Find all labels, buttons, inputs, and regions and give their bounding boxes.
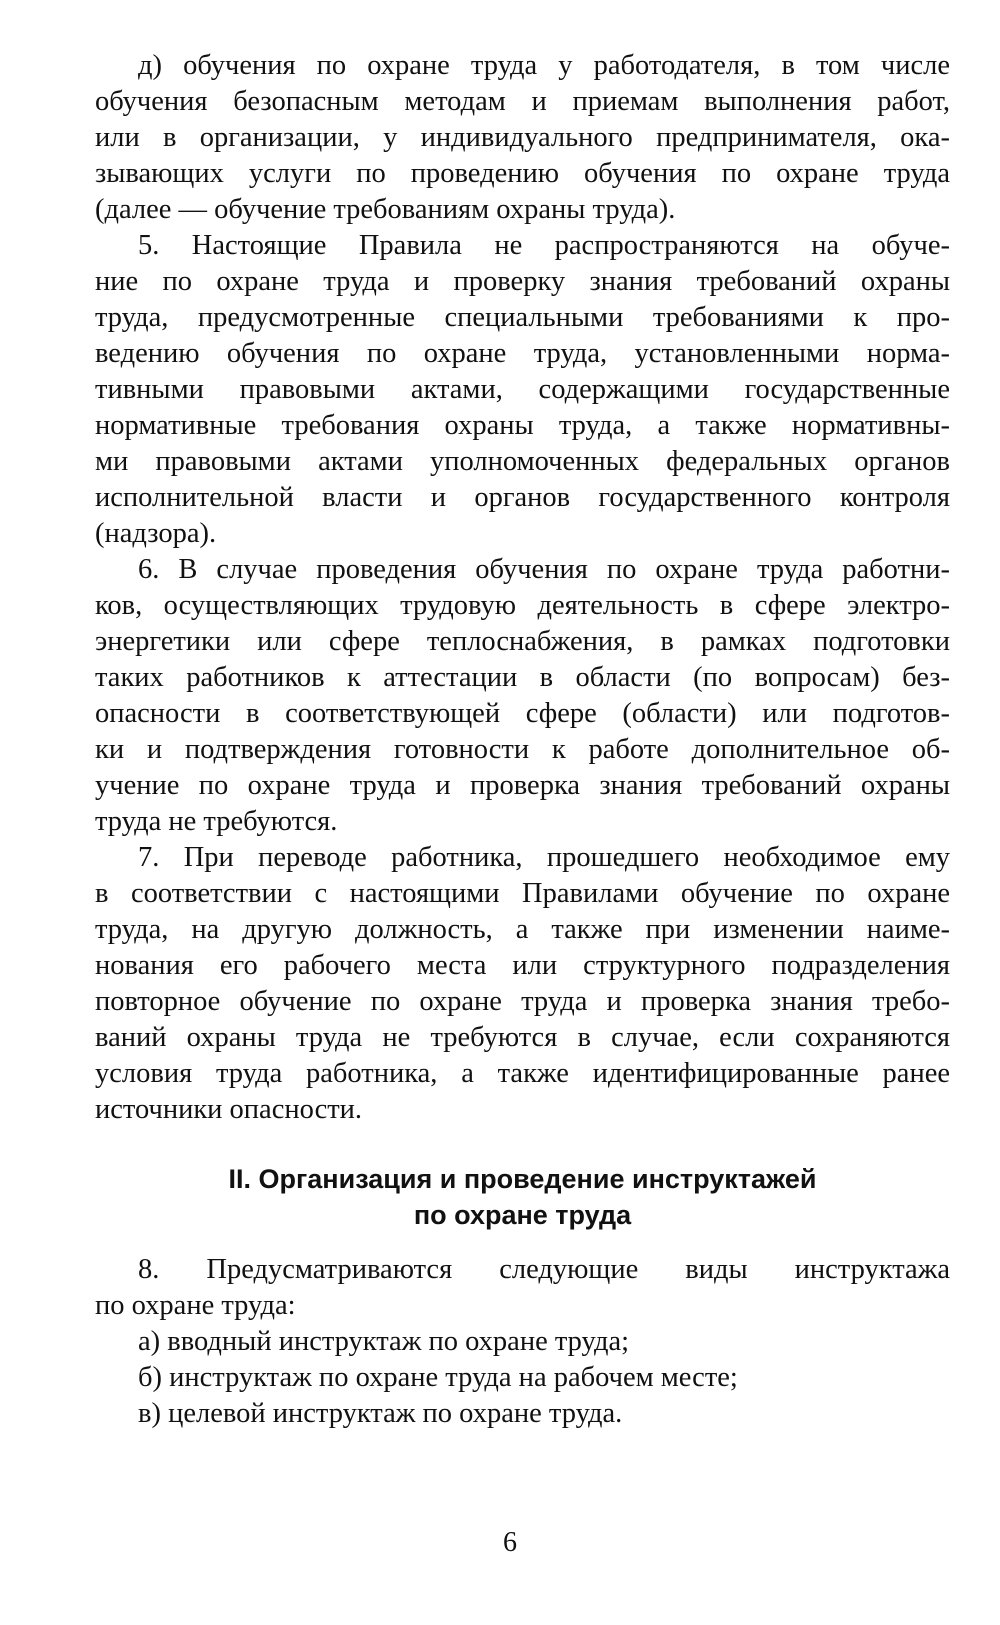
text-line: таких работников к аттестации в области (по вопросам) без- (95, 662, 950, 693)
text-line: источники опасности. (95, 1094, 363, 1125)
text-line: 8. Предусматриваются следующие виды инструктажа (138, 1254, 950, 1285)
section-heading-line: II. Организация и проведение инструктажей (228, 1164, 817, 1194)
text-line: (надзора). (95, 518, 217, 549)
text-line: тивными правовыми актами, содержащими государственные (95, 374, 950, 405)
section-heading-line: по охране труда (413, 1200, 632, 1230)
text-line: 5. Настоящие Правила не распространяются на обуче- (138, 230, 950, 261)
text-line: повторное обучение по охране труда и проверка знания требо- (95, 986, 950, 1017)
text-line: 7. При переводе работника, прошедшего необходимое ему (138, 842, 950, 873)
text-line: (далее — обучение требованиям охраны труда). (95, 194, 676, 225)
text-line: условия труда работника, а также идентифицированные ранее (95, 1058, 950, 1089)
text-line: по охране труда: (95, 1290, 296, 1321)
text-line: в соответствии с настоящими Правилами обучение по охране (95, 878, 950, 909)
text-line: ваний охраны труда не требуются в случае, если сохраняются (95, 1022, 950, 1053)
text-line: труда, предусмотренные специальными требованиями к про- (95, 302, 950, 333)
page-number: 6 (503, 1527, 517, 1558)
text-line: нормативные требования охраны труда, а также нормативны- (95, 410, 950, 441)
text-line: зывающих услуги по проведению обучения по охране труда (95, 158, 950, 189)
text-line: ми правовыми актами уполномоченных федеральных органов (95, 446, 950, 477)
text-line: опасности в соответствующей сфере (области) или подготов- (95, 698, 950, 729)
text-line: ведению обучения по охране труда, установленными норма- (95, 338, 950, 369)
text-line: исполнительной власти и органов государственного контроля (95, 482, 950, 513)
text-line: 6. В случае проведения обучения по охране труда работни- (138, 554, 950, 585)
text-line: ки и подтверждения готовности к работе дополнительное об- (95, 734, 950, 765)
text-line: труда, на другую должность, а также при изменении наиме- (95, 914, 950, 945)
list-item: в) целевой инструктаж по охране труда. (138, 1398, 623, 1429)
list-item: а) вводный инструктаж по охране труда; (138, 1326, 630, 1357)
text-line: д) обучения по охране труда у работодателя, в том числе (138, 50, 950, 81)
text-line: или в организации, у индивидуального предпринимателя, ока- (95, 122, 950, 153)
text-line: ние по охране труда и проверку знания требований охраны (95, 266, 950, 297)
text-line: ков, осуществляющих трудовую деятельность в сфере электро- (95, 590, 950, 621)
text-line: обучения безопасным методам и приемам выполнения работ, (95, 86, 950, 117)
text-line: энергетики или сфере теплоснабжения, в рамках подготовки (95, 626, 950, 657)
text-line: труда не требуются. (95, 806, 338, 837)
text-line: учение по охране труда и проверка знания требований охраны (95, 770, 950, 801)
list-item: б) инструктаж по охране труда на рабочем месте; (138, 1362, 738, 1393)
text-line: нования его рабочего места или структурного подразделения (95, 950, 950, 981)
